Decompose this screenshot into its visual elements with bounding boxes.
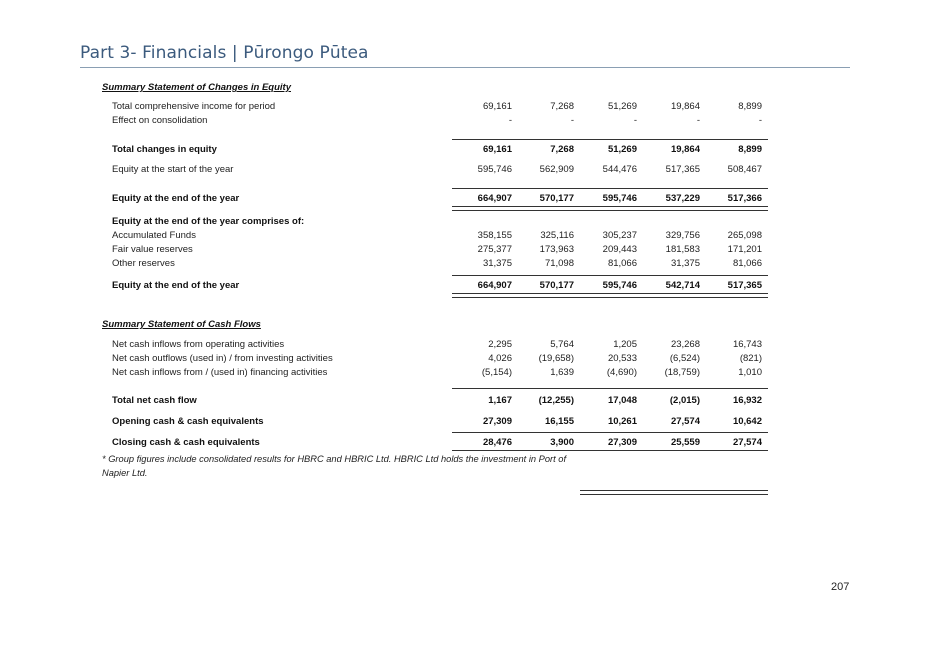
row-label: Accumulated Funds [112,230,196,241]
row-label: Total net cash flow [112,395,197,406]
cell-value: (6,524) [669,353,700,364]
cell-value: 562,909 [539,164,574,175]
cell-value: 16,155 [544,416,574,427]
cell-value: 570,177 [539,280,574,291]
cell-value: 1,010 [738,367,762,378]
cell-value: 358,155 [477,230,512,241]
cell-value: 10,642 [732,416,762,427]
table-rule [452,388,768,389]
cell-value: 16,743 [732,339,762,350]
row-label: Closing cash & cash equivalents [112,437,260,448]
cell-value: 19,864 [670,144,700,155]
cell-value: 25,559 [670,437,700,448]
cell-value: 8,899 [738,144,762,155]
table-rule [452,432,768,433]
cell-value: 7,268 [550,101,574,112]
cell-value: 542,714 [665,280,700,291]
row-label: Equity at the start of the year [112,164,234,175]
cell-value: 51,269 [607,144,637,155]
cell-value: 23,268 [670,339,700,350]
cell-value: 265,098 [727,230,762,241]
table-rule [452,450,768,451]
cashflow-section-title: Summary Statement of Cash Flows [102,319,261,330]
row-label: Total changes in equity [112,144,217,155]
cell-value: - [570,115,574,126]
cell-value: 517,365 [665,164,700,175]
cell-value: 2,295 [488,339,512,350]
cell-value: 209,443 [602,244,637,255]
cell-value: 81,066 [607,258,637,269]
cell-value: (19,658) [538,353,574,364]
cell-value: 7,268 [550,144,574,155]
cell-value: - [758,115,762,126]
cell-value: (5,154) [481,367,512,378]
table-rule [452,275,768,276]
row-label: Fair value reserves [112,244,193,255]
equity-section-title: Summary Statement of Changes in Equity [102,82,291,93]
cell-value: 10,261 [607,416,637,427]
row-label: Equity at the end of the year [112,280,240,291]
cell-value: 325,116 [540,230,574,241]
cell-value: 31,375 [482,258,512,269]
footnote: * Group figures include consolidated results for HBRC and HBRIC Ltd. HBRIC Ltd holds the investment in Port of Napier Ltd. [102,454,567,478]
cell-value: 27,574 [732,437,762,448]
cell-value: 20,533 [607,353,637,364]
row-label: Other reserves [112,258,175,269]
cell-value: 517,365 [727,280,762,291]
cell-value: - [633,115,637,126]
row-label: Equity at the end of the year [112,193,240,204]
row-label: Net cash inflows from / (used in) financing activities [112,367,328,378]
page-number: 207 [831,581,850,593]
cell-value: 17,048 [607,395,637,406]
table-double-rule [452,206,768,211]
cell-value: 8,899 [738,101,762,112]
cell-value: 69,161 [482,101,512,112]
cell-value: 27,574 [670,416,700,427]
cell-value: 81,066 [732,258,762,269]
cell-value: 595,746 [477,164,512,175]
cell-value: 537,229 [665,193,700,204]
cell-value: (18,759) [664,367,700,378]
cell-value: 181,583 [665,244,700,255]
cell-value: 275,377 [477,244,512,255]
cell-value: 69,161 [482,144,512,155]
cell-value: 28,476 [482,437,512,448]
header-rule [80,67,850,68]
table-rule [452,139,768,140]
cell-value: (12,255) [538,395,574,406]
cell-value: 1,205 [613,339,637,350]
cell-value: 31,375 [670,258,700,269]
cell-value: (2,015) [669,395,700,406]
cell-value: 664,907 [477,280,512,291]
cell-value: 595,746 [602,193,637,204]
cell-value: 305,237 [602,230,637,241]
cell-value: 544,476 [602,164,637,175]
row-label: Effect on consolidation [112,115,208,126]
cell-value: 5,764 [550,339,574,350]
table-double-rule [452,293,768,298]
cell-value: 3,900 [550,437,574,448]
row-label: Equity at the end of the year comprises of: [112,216,305,227]
cell-value: 664,907 [477,193,512,204]
row-label: Net cash inflows from operating activities [112,339,285,350]
cell-value: 517,366 [727,193,762,204]
cell-value: - [508,115,512,126]
cell-value: 173,963 [539,244,574,255]
cell-value: 4,026 [488,353,512,364]
cell-value: 595,746 [602,280,637,291]
cell-value: (821) [739,353,762,364]
cell-value: 51,269 [607,101,637,112]
page-header-title: Part 3- Financials | Pūrongo Pūtea [80,43,369,63]
cell-value: (4,690) [606,367,637,378]
cell-value: 1,167 [488,395,512,406]
cell-value: 19,864 [670,101,700,112]
cell-value: 16,932 [732,395,762,406]
row-label: Total comprehensive income for period [112,101,276,112]
cell-value: 171,201 [727,244,762,255]
row-label: Net cash outflows (used in) / from investing activities [112,353,333,364]
table-rule [452,188,768,189]
row-label: Opening cash & cash equivalents [112,416,264,427]
cell-value: 27,309 [482,416,512,427]
cell-value: 1,639 [550,367,574,378]
table-double-rule [580,490,768,495]
cell-value: 27,309 [607,437,637,448]
cell-value: - [696,115,700,126]
cell-value: 329,756 [665,230,700,241]
cell-value: 71,098 [544,258,574,269]
cell-value: 570,177 [539,193,574,204]
cell-value: 508,467 [727,164,762,175]
